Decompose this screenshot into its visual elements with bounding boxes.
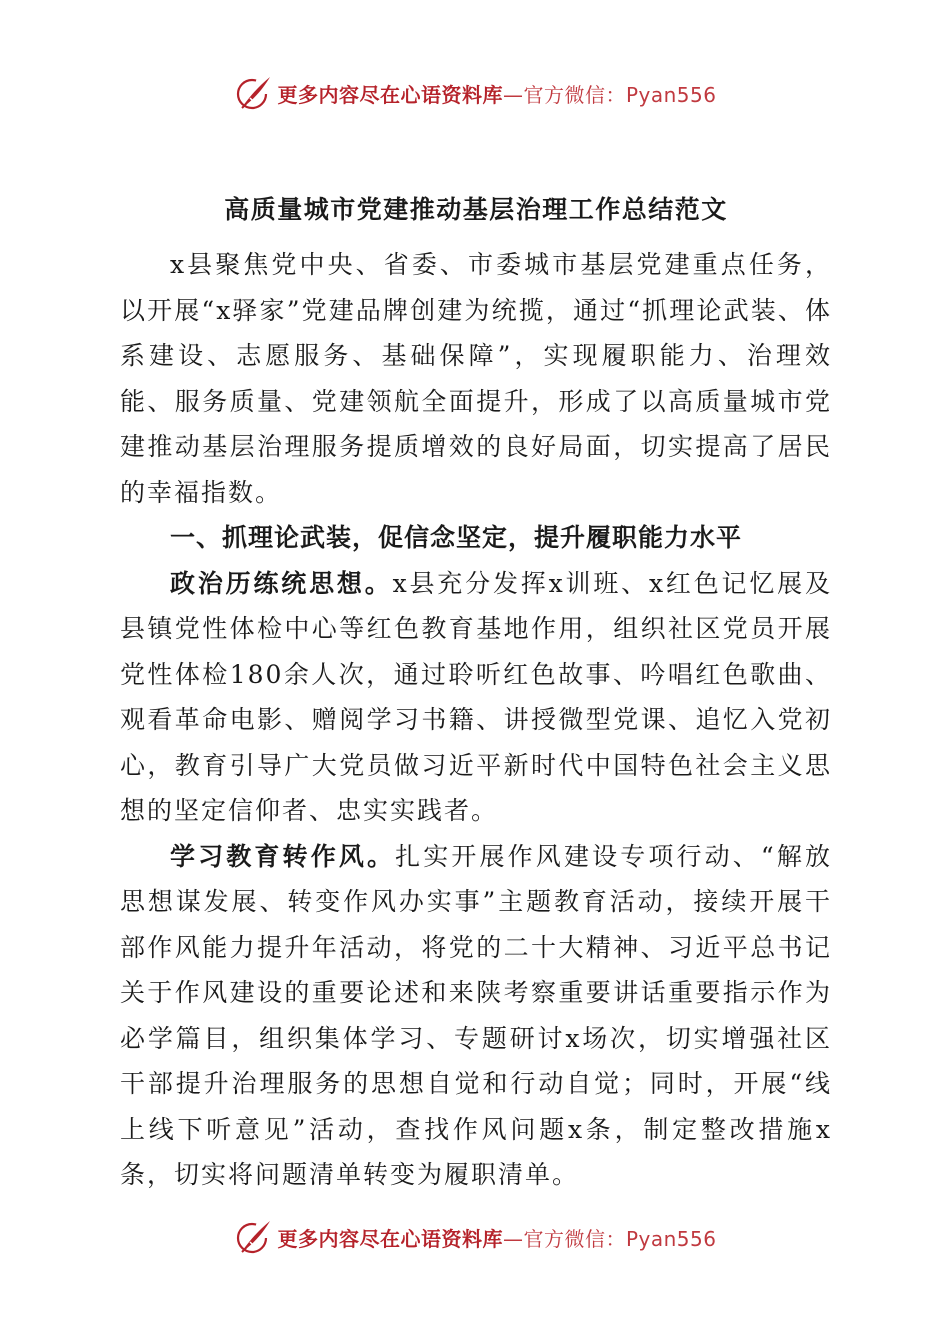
- paragraph-lead: 学习教育转作风。: [170, 841, 396, 871]
- section-heading-1: 一、抓理论武装，促信念坚定，提升履职能力水平: [170, 523, 743, 552]
- paragraph-body: 扎实开展作风建设专项行动、“解放思想谋发展、转变作风办实事”主题教育活动，接续开展干部作风能力提升年活动，将党的二十大精神、习近平总书记关于作风建设的重要论述和来陕考察重要讲话重要指示作为必学篇目，组织集体学习、专题研讨x场次，切实增强社区干部提升治理服务的思想自觉和行动自觉；同时，开展“线上线下听意见”活动，查找作风问题x条，制定整改措施x条，切实将问题清单转变为履职清单。: [120, 841, 832, 1189]
- quill-logo-icon: [233, 1217, 273, 1257]
- banner-brand-text: 更多内容尽在心语资料库: [277, 82, 503, 107]
- quill-logo-icon: [233, 73, 273, 113]
- banner-contact-text: —官方微信：Pyan556: [502, 82, 717, 107]
- footer-watermark-banner: [0, 1215, 950, 1259]
- document-title: 高质量城市党建推动基层治理工作总结范文: [224, 195, 728, 224]
- banner-contact-text: —官方微信：Pyan556: [502, 1226, 717, 1251]
- paragraph-political-training: [120, 561, 832, 834]
- document-body: [120, 190, 832, 1198]
- paragraph-body: x县充分发挥x训班、x红色记忆展及县镇党性体检中心等红色教育基地作用，组织社区党员开展党性体检180余人次，通过聆听红色故事、吟唱红色歌曲、观看革命电影、赠阅学习书籍、讲授微型党课、追忆入党初心，教育引导广大党员做习近平新时代中国特色社会主义思想的坚定信仰者、忠实实践者。: [120, 568, 832, 825]
- paragraph-study-education: [120, 834, 832, 1198]
- paragraph-lead: 政治历练统思想。: [170, 568, 393, 598]
- intro-paragraph: x县聚焦党中央、省委、市委城市基层党建重点任务，以开展“x驿家”党建品牌创建为统揽，通过“抓理论武装、体系建设、志愿服务、基础保障”，实现履职能力、治理效能、服务质量、党建领航全面提升，形成了以高质量城市党建推动基层治理服务提质增效的良好局面，切实提高了居民的幸福指数。: [120, 250, 832, 507]
- banner-brand-text: 更多内容尽在心语资料库: [277, 1226, 503, 1251]
- header-watermark-banner: [0, 71, 950, 115]
